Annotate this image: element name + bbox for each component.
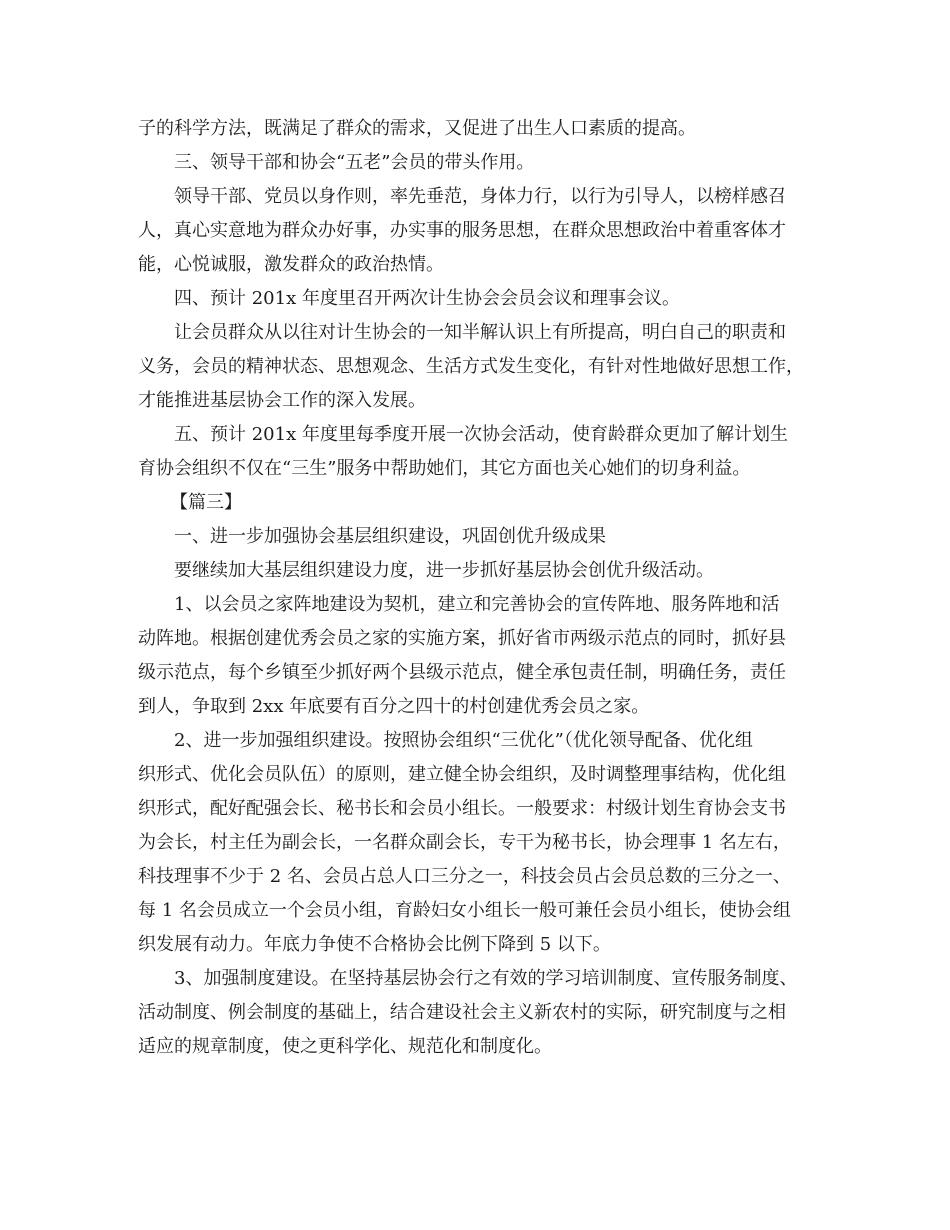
text-line: 3、加强制度建设。在坚持基层协会行之有效的学习培训制度、宣传服务制度、 <box>174 968 798 989</box>
text-line: 织形式，配好配强会长、秘书长和会员小组长。一般要求：村级计划生育协会支书 <box>138 798 786 819</box>
text-line: 每 1 名会员成立一个会员小组，育龄妇女小组长一般可兼任会员小组长，使协会组 <box>138 900 791 921</box>
text-line: 织发展有动力。年底力争使不合格协会比例下降到 5 以下。 <box>138 934 611 955</box>
text-line: 科技理事不少于 2 名、会员占总人口三分之一，科技会员占会员总数的三分之一、 <box>138 866 791 887</box>
text-line: 义务，会员的精神状态、思想观念、生活方式发生变化，有针对性地做好思想工作， <box>138 356 804 377</box>
text-line: 人，真心实意地为群众办好事，办实事的服务思想，在群众思想政治中着重客体才 <box>138 220 786 241</box>
text-line: 动阵地。根据创建优秀会员之家的实施方案，抓好省市两级示范点的同时，抓好县 <box>138 628 786 649</box>
text-line: 织形式、优化会员队伍）的原则，建立健全协会组织，及时调整理事结构，优化组 <box>138 764 786 785</box>
text-line: 领导干部、党员以身作则，率先垂范，身体力行，以行为引导人，以榜样感召 <box>174 186 786 207</box>
text-line: 活动制度、例会制度的基础上，结合建设社会主义新农村的实际，研究制度与之相 <box>138 1002 786 1023</box>
chapter-heading: 【篇三】 <box>170 492 242 513</box>
text-line: 到人，争取到 2xx 年底要有百分之四十的村创建优秀会员之家。 <box>138 696 650 717</box>
text-line: 要继续加大基层组织建设力度，进一步抓好基层协会创优升级活动。 <box>174 560 714 581</box>
text-line: 2、进一步加强组织建设。按照协会组织“三优化”（优化领导配备、优化组 <box>174 730 753 751</box>
text-line: 为会长，村主任为副会长，一名群众副会长，专干为秘书长，协会理事 1 名左右， <box>138 832 791 853</box>
section-heading: 五、预计 201x 年度里每季度开展一次协会活动，使育龄群众更加了解计划生 <box>174 424 788 445</box>
section-heading: 一、进一步加强协会基层组织建设，巩固创优升级成果 <box>174 526 606 547</box>
text-line: 适应的规章制度，使之更科学化、规范化和制度化。 <box>138 1036 552 1057</box>
text-line: 级示范点，每个乡镇至少抓好两个县级示范点，健全承包责任制，明确任务，责任 <box>138 662 786 683</box>
text-line: 让会员群众从以往对计生协会的一知半解认识上有所提高，明白自己的职责和 <box>174 322 786 343</box>
text-line: 1、以会员之家阵地建设为契机，建立和完善协会的宣传阵地、服务阵地和活 <box>174 594 780 615</box>
text-line: 能，心悦诚服，激发群众的政治热情。 <box>138 254 444 275</box>
text-line: 才能推进基层协会工作的深入发展。 <box>138 390 426 411</box>
text-line: 育协会组织不仅在“三生”服务中帮助她们，其它方面也关心她们的切身利益。 <box>138 458 751 479</box>
document-body <box>138 112 818 1064</box>
text-line: 子的科学方法，既满足了群众的需求，又促进了出生人口素质的提高。 <box>138 118 696 139</box>
section-heading: 三、领导干部和协会“五老”会员的带头作用。 <box>174 152 535 173</box>
section-heading: 四、预计 201x 年度里召开两次计生协会会员会议和理事会议。 <box>174 288 680 309</box>
